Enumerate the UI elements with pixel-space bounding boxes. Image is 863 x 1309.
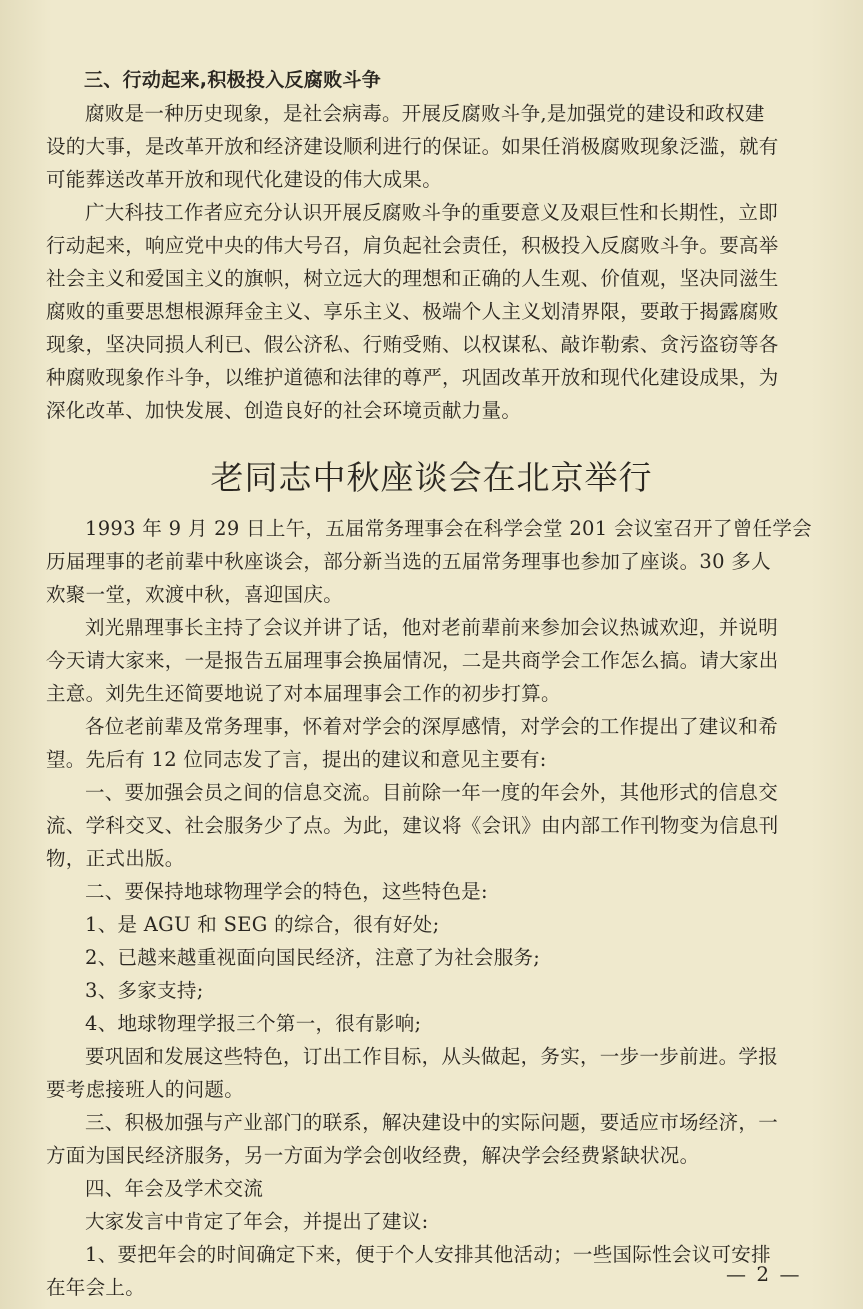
paragraph-line: 1、要把年会的时间确定下来，便于个人安排其他活动；一些国际性会议可安排 (85, 1243, 771, 1266)
paragraph-line: 方面为国民经济服务，另一方面为学会创收经费，解决学会经费紧缺状况。 (46, 1144, 700, 1167)
paragraph-line: 社会主义和爱国主义的旗帜，树立远大的理想和正确的人生观、价值观，坚决同滋生 (46, 267, 779, 290)
paragraph-line: 望。先后有 12 位同志发了言，提出的建议和意见主要有: (46, 748, 547, 771)
list-item: 1、是 AGU 和 SEG 的综合，很有好处; (85, 913, 440, 936)
paragraph-line: 流、学科交叉、社会服务少了点。为此，建议将《会讯》由内部工作刊物变为信息刊 (46, 814, 779, 837)
article-title: 老同志中秋座谈会在北京举行 (210, 458, 653, 497)
paragraph-line: 大家发言中肯定了年会，并提出了建议: (85, 1210, 429, 1233)
paragraph-line: 设的大事，是改革开放和经济建设顺利进行的保证。如果任消极腐败现象泛滥，就有 (46, 135, 779, 158)
paragraph-line: 要巩固和发展这些特色，订出工作目标，从头做起，务实，一步一步前进。学报 (85, 1045, 779, 1068)
paragraph-line: 广大科技工作者应充分认识开展反腐败斗争的重要意义及艰巨性和长期性，立即 (85, 201, 779, 224)
paragraph-line: 现象，坚决同损人利已、假公济私、行贿受贿、以权谋私、敲诈勒索、贪污盗窃等各 (46, 333, 779, 356)
paragraph-line: 腐败的重要思想根源拜金主义、享乐主义、极端个人主义划清界限，要敢于揭露腐败 (46, 300, 779, 323)
paragraph-line: 三、积极加强与产业部门的联系，解决建设中的实际问题，要适应市场经济，一 (85, 1111, 779, 1134)
paragraph-line: 1993 年 9 月 29 日上午，五届常务理事会在科学会堂 201 会议室召开了曾任学会 (85, 517, 812, 540)
paragraph-line: 四、年会及学术交流 (85, 1177, 264, 1200)
paragraph-line: 可能葬送改革开放和现代化建设的伟大成果。 (46, 168, 443, 191)
section-heading: 三、行动起来,积极投入反腐败斗争 (84, 69, 382, 91)
paragraph-line: 在年会上。 (46, 1276, 146, 1299)
paragraph-line: 要考虑接班人的问题。 (46, 1078, 245, 1101)
list-item: 2、已越来越重视面向国民经济，注意了为社会服务; (85, 946, 541, 969)
paragraph-line: 一、要加强会员之间的信息交流。目前除一年一度的年会外，其他形式的信息交 (85, 781, 779, 804)
paragraph-line: 物，正式出版。 (46, 847, 185, 870)
paragraph-line: 今天请大家来，一是报告五届理事会换届情况，二是共商学会工作怎么搞。请大家出 (46, 649, 779, 672)
list-item: 4、地球物理学报三个第一，很有影响; (85, 1012, 422, 1035)
paragraph-line: 二、要保持地球物理学会的特色，这些特色是: (85, 880, 488, 903)
section-anti-corruption (46, 64, 814, 427)
page-number: — 2 — (726, 1262, 802, 1286)
paragraph-line: 主意。刘先生还简要地说了对本届理事会工作的初步打算。 (46, 682, 561, 705)
list-item: 3、多家支持; (85, 979, 204, 1002)
paragraph-line: 各位老前辈及常务理事，怀着对学会的深厚感情，对学会的工作提出了建议和希 (85, 715, 779, 738)
paragraph-line: 历届理事的老前辈中秋座谈会，部分新当选的五届常务理事也参加了座谈。30 多人 (46, 550, 771, 573)
paragraph-line: 深化改革、加快发展、创造良好的社会环境贡献力量。 (46, 399, 522, 422)
article-body (46, 512, 814, 1304)
paragraph-line: 刘光鼎理事长主持了会议并讲了话，他对老前辈前来参加会议热诚欢迎，并说明 (85, 616, 779, 639)
paragraph-line: 腐败是一种历史现象，是社会病毒。开展反腐败斗争,是加强党的建设和政权建 (85, 102, 765, 125)
paragraph-line: 种腐败现象作斗争，以维护道德和法律的尊严，巩固改革开放和现代化建设成果，为 (46, 366, 779, 389)
paragraph-line: 行动起来，响应党中央的伟大号召，肩负起社会责任，积极投入反腐败斗争。要高举 (46, 234, 779, 257)
paragraph-line: 欢聚一堂，欢渡中秋，喜迎国庆。 (46, 583, 344, 606)
